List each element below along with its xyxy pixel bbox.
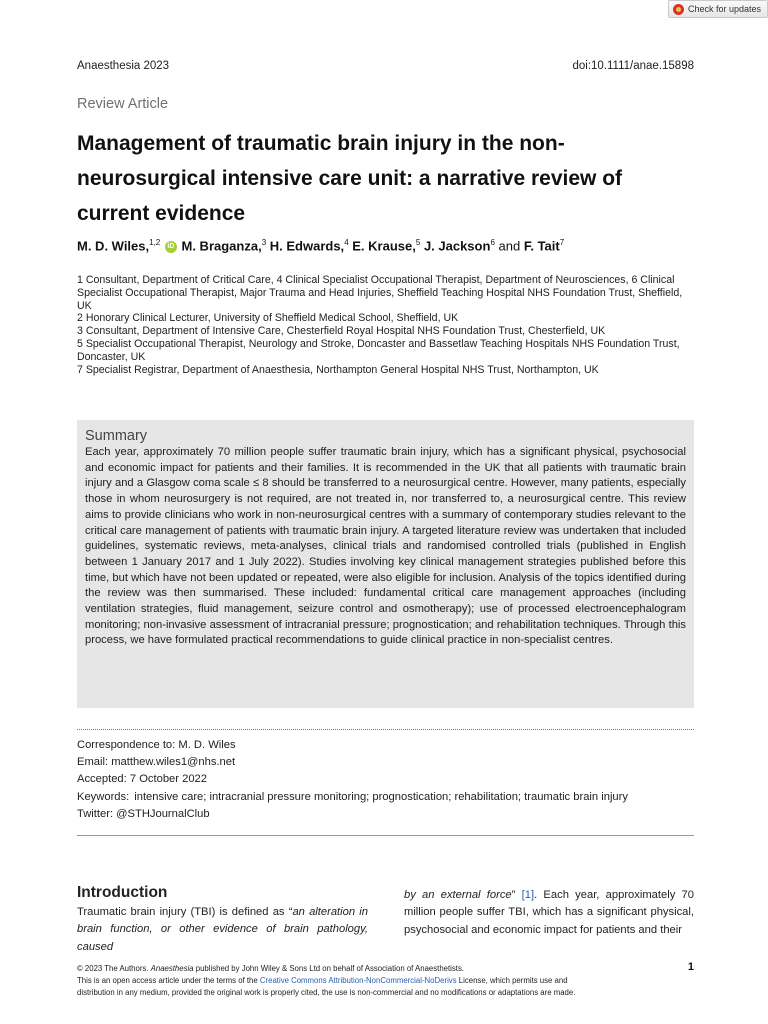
intro-text: ” bbox=[511, 889, 522, 901]
intro-text: . Each year, approximately 70 million people suffer TBI, which has a significant physical, psychosocial and economic impact for patients and their bbox=[404, 889, 694, 936]
affiliation-line: 3 Consultant, Department of Intensive Care, Chesterfield Royal Hospital NHS Foundation Trust, Chesterfield, UK bbox=[77, 325, 606, 338]
author-name[interactable]: M. Braganza, bbox=[181, 238, 262, 254]
author-name[interactable]: H. Edwards, bbox=[269, 238, 345, 254]
citation-link[interactable]: [1] bbox=[521, 889, 535, 901]
keywords-list: intensive care; intracranial pressure monitoring; prognostication; rehabilitation; traumatic brain injury bbox=[134, 790, 628, 803]
license-link[interactable]: Creative Commons Attribution-NonCommercial-NoDerivs bbox=[259, 976, 457, 986]
affiliation-line: 1 Consultant, Department of Critical Care, 4 Clinical Specialist Occupational Therapist, Department of Neurosciences, 6 Clinical Specialist Occupational Therapist, Major Trauma and Head Injuries, Sheffield Teaching Hospital NHS Foundation Trust, Sheffield, UK bbox=[77, 274, 683, 312]
copyright-line bbox=[77, 963, 637, 975]
author-affiliation-sup: 5 bbox=[415, 238, 421, 247]
journal-header: Anaesthesia 2023 bbox=[77, 60, 170, 72]
footer-text: This is an open access article under the terms of the bbox=[77, 976, 260, 986]
license-line bbox=[77, 975, 637, 987]
footer-journal: Anaesthesia bbox=[150, 964, 194, 973]
intro-column-right bbox=[404, 887, 694, 939]
intro-column-left bbox=[77, 904, 368, 956]
author-conjunction: and bbox=[498, 238, 521, 254]
footer-text: License, which permits use and bbox=[456, 976, 568, 986]
dotted-divider bbox=[77, 729, 694, 730]
email-line[interactable]: Email: matthew.wiles1@nhs.net bbox=[77, 756, 236, 769]
author-affiliation-sup: 1,2 bbox=[149, 238, 161, 247]
keywords-line bbox=[77, 789, 628, 806]
correspondence-block bbox=[77, 737, 628, 823]
intro-quote: by an external force bbox=[404, 889, 512, 901]
affiliation-line: 7 Specialist Registrar, Department of Anaesthesia, Northampton General Hospital NHS Trust, Northampton, UK bbox=[77, 363, 599, 376]
author-affiliation-sup: 3 bbox=[261, 238, 267, 247]
summary-heading: Summary bbox=[85, 428, 148, 444]
author-name[interactable]: F. Tait bbox=[523, 238, 560, 254]
keywords-label: Keywords: bbox=[77, 790, 130, 803]
author-affiliation-sup: 6 bbox=[490, 238, 495, 247]
introduction-heading: Introduction bbox=[77, 884, 168, 901]
crossmark-icon bbox=[673, 4, 684, 15]
accepted-date: Accepted: 7 October 2022 bbox=[77, 773, 207, 786]
article-type: Review Article bbox=[77, 96, 169, 112]
section-divider bbox=[77, 835, 694, 836]
affiliation-line: 2 Honorary Clinical Lecturer, University of Sheffield Medical School, Sheffield, UK bbox=[77, 312, 459, 325]
page-number: 1 bbox=[687, 961, 694, 973]
twitter-line[interactable]: Twitter: @STHJournalClub bbox=[77, 807, 210, 820]
footer-text: published by John Wiley & Sons Ltd on behalf of Association of Anaesthetists. bbox=[193, 964, 465, 973]
license-line: distribution in any medium, provided the original work is properly cited, the use is non-commercial and no modifications or adaptations are made. bbox=[77, 988, 576, 998]
license-footer bbox=[77, 963, 637, 1000]
author-affiliation-sup: 7 bbox=[559, 238, 565, 247]
correspondence-line: Correspondence to: M. D. Wiles bbox=[77, 739, 236, 751]
summary-box bbox=[77, 420, 694, 708]
footer-text: © 2023 The Authors. bbox=[77, 964, 151, 973]
check-for-updates-label: Check for updates bbox=[688, 4, 762, 14]
doi-link[interactable]: doi:10.1111/anae.15898 bbox=[572, 60, 694, 72]
intro-quote: an alteration in brain function, or other evidence of brain pathology, caused bbox=[77, 906, 368, 953]
author-list bbox=[77, 238, 564, 253]
author-name[interactable]: M. D. Wiles, bbox=[77, 238, 150, 254]
author-name[interactable]: J. Jackson bbox=[423, 238, 491, 254]
check-for-updates-button[interactable] bbox=[668, 0, 768, 18]
intro-text: Traumatic brain injury (TBI) is defined as “ bbox=[77, 906, 293, 918]
article-title: Management of traumatic brain injury in the non-neurosurgical intensive care unit: a narrative review of current evidence bbox=[77, 132, 623, 225]
orcid-icon[interactable]: iD bbox=[165, 241, 177, 253]
author-affiliation-sup: 4 bbox=[344, 238, 349, 247]
summary-text: Each year, approximately 70 million people suffer traumatic brain injury, which has a significant physical, psychosocial and economic impact for patients and their families. It is recommended in the UK that all patients with traumatic brain injury and a Glasgow coma scale ≤ 8 should be transferred to a neurosurgical centre. However, many patients, especially those in whom neurosurgery is not required, are not treated in, nor transferred to, a neurosurgical centre. This review aims to provide clinicians who work in non-neurosurgical centres with a summary of contemporary studies relevant to the critical care management of patients with traumatic brain injury. A targeted literature review was undertaken that included guidelines, systematic reviews, meta-analyses, clinical trials and randomised controlled trials (published in English between 1 January 2017 and 1 July 2022). Studies involving key clinical management strategies published before this time, but which have not been updated or repeated, were also eligible for inclusion. Analysis of the topics identified during the review was then summarised. These included: fundamental critical care management approaches (including ventilation strategies, fluid management, seizure control and osmotherapy); use of processed electroencephalogram monitoring; non-invasive assessment of intracranial pressure; prognostication; and rehabilitation techniques. Through this process, we have formulated practical recommendations to guide clinical practice in non-specialist centres. bbox=[85, 446, 686, 647]
affiliation-line: 5 Specialist Occupational Therapist, Neurology and Stroke, Doncaster and Bassetlaw Teaching Hospitals NHS Foundation Trust, Doncaster, UK bbox=[77, 337, 680, 363]
affiliations bbox=[77, 274, 697, 376]
author-name[interactable]: E. Krause, bbox=[352, 238, 416, 254]
